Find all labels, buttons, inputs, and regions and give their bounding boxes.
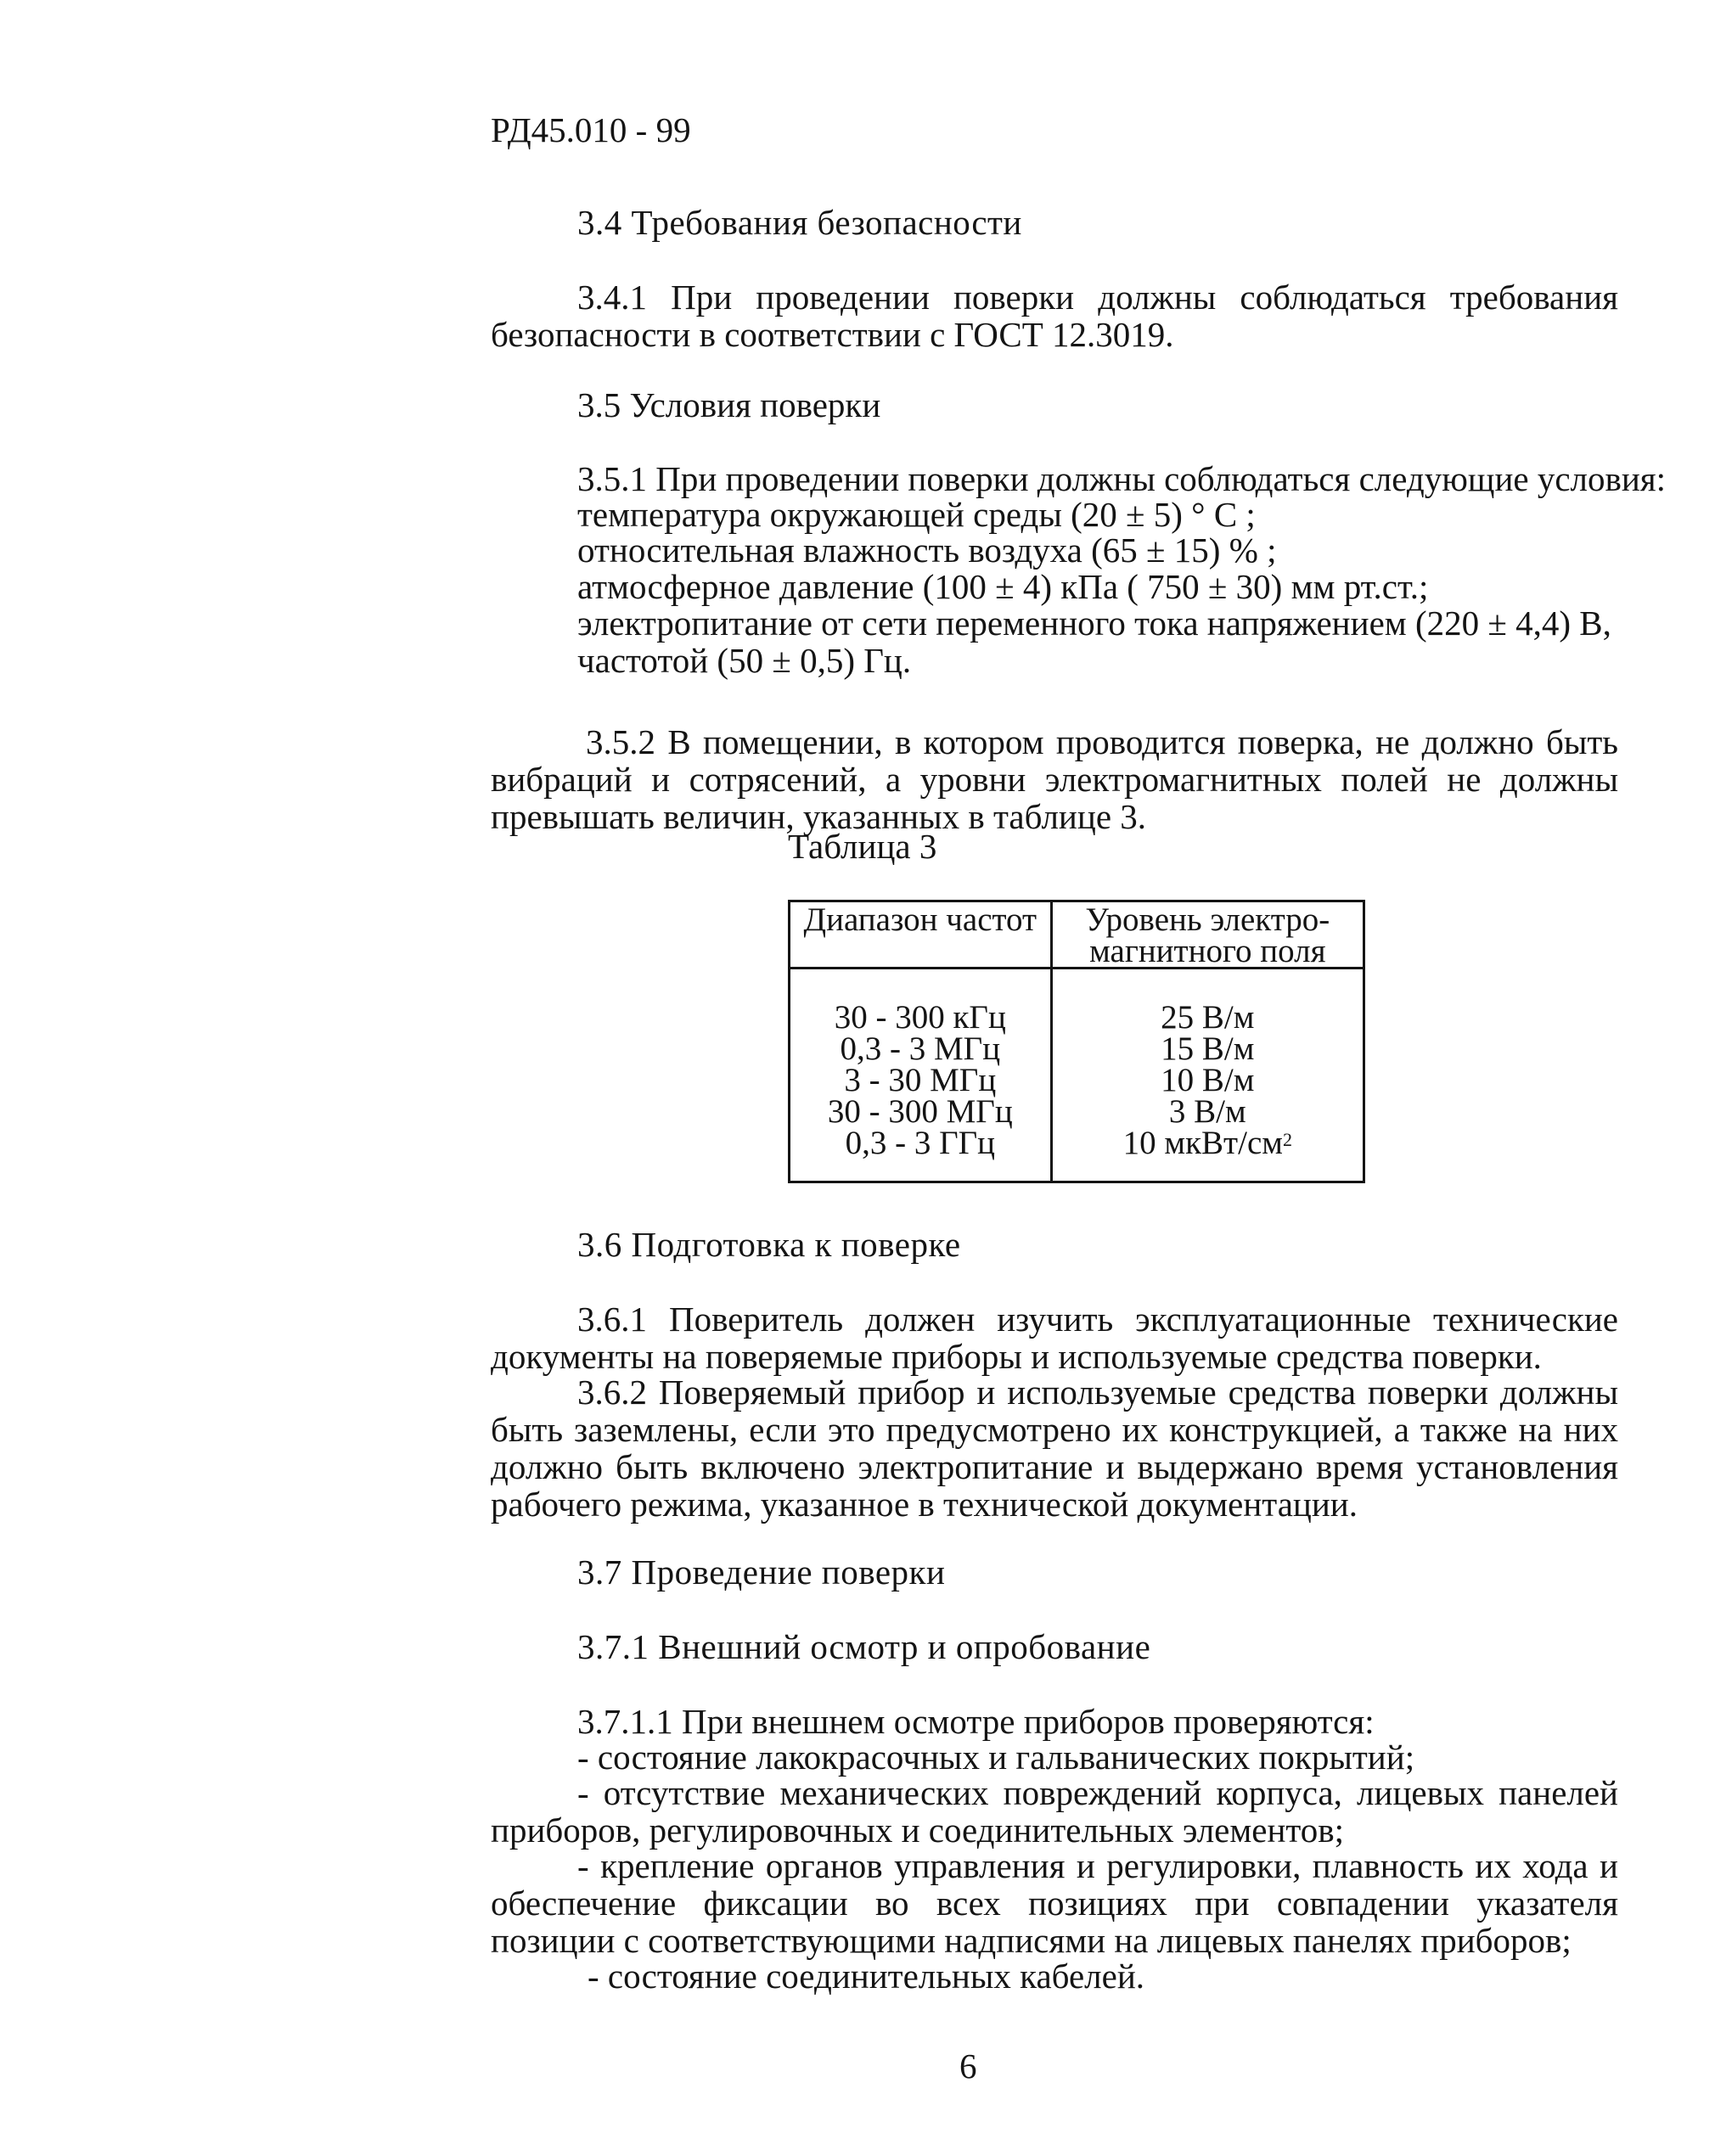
conditions-line: атмосферное давление (100 ± 4) кПа ( 750 ± 30) мм рт.ст.; [577,567,1429,606]
field-level: 10 В/м [1161,1062,1255,1098]
doc-code-header: РД45.010 - 99 [491,110,691,149]
check-list-item: - крепление органов управления и регулировки, плавность их хода и обеспечение фиксации во всех позициях при совпадении указателя позиции с соответствующими надписями на лицевых панелях приборов; [491,1846,1618,1960]
table-row [790,969,1364,1182]
conditions-line: температура окружающей среды (20 ± 5) ° С ; [577,495,1256,534]
section-3-7-title: 3.7 Проведение поверки [577,1552,946,1592]
field-level-cell [1051,969,1364,1182]
conditions-line: относительная влажность воздуха (65 ± 15) % ; [577,531,1277,570]
section-3-6-title: 3.6 Подготовка к поверке [577,1225,961,1264]
section-3-7-1-title: 3.7.1 Внешний осмотр и опробование [577,1627,1151,1666]
header-level-text: Уровень электро- [1085,901,1330,938]
check-list-item: - отсутствие механических повреждений корпуса, лицевых панелей приборов, регулировочных и соединительных элементов; [491,1773,1618,1850]
page-number: 6 [959,2047,977,2086]
conditions-line: электропитание от сети переменного тока напряжением (220 ± 4,4) В, [577,604,1611,643]
check-list-item: - состояние лакокрасочных и гальванических покрытий; [577,1738,1415,1777]
table-caption: Таблица 3 [788,827,937,866]
table-header-cell [790,901,1052,969]
check-list-item: - состояние соединительных кабелей. [588,1957,1145,1996]
paragraph-3-6-1: 3.6.1 Поверитель должен изучить эксплуатационные технические документы на поверяемые приборы и используемые средства поверки. [491,1300,1618,1376]
field-level: 3 В/м [1168,1093,1246,1130]
field-level: 15 В/м [1161,1030,1255,1067]
field-level: 25 В/м [1161,999,1255,1036]
superscript-exponent: 2 [1282,1129,1292,1150]
paragraph-3-5-2: 3.5.2 В помещении, в котором проводится поверка, не должно быть вибраций и сотрясений, а уровни электромагнитных полей не должны превышать величин, указанных в таблице 3. [491,722,1618,836]
table-header-row [790,901,1364,969]
header-level-text: магнитного поля [1089,933,1326,969]
header-range-text: Диапазон частот [803,901,1037,938]
paragraph-3-6-2: 3.6.2 Поверяемый прибор и используемые средства поверки должны быть заземлены, если это предусмотрено их конструкцией, а также на них должно быть включено электропитание и выдержано время установления рабочего режима, указанное в технической документации. [491,1373,1618,1524]
table-header-cell [1051,901,1364,969]
paragraph-3-7-1-1-intro: 3.7.1.1 При внешнем осмотре приборов проверяются: [577,1702,1375,1741]
frequency-table [788,900,1365,1183]
frequency-range: 30 - 300 кГц [834,999,1006,1036]
field-level: 10 мкВт/см [1122,1125,1283,1161]
field-level-last [1053,1127,1363,1159]
frequency-range: 0,3 - 3 МГц [840,1030,1001,1067]
frequency-range-cell [790,969,1052,1182]
frequency-range: 0,3 - 3 ГГц [845,1125,996,1161]
frequency-range: 3 - 30 МГц [844,1062,997,1098]
conditions-line: 3.5.1 При проведении поверки должны соблюдаться следующие условия: [577,459,1667,498]
frequency-range: 30 - 300 МГц [827,1093,1013,1130]
paragraph-3-4-1: 3.4.1 При проведении поверки должны соблюдаться требования безопасности в соответствии с ГОСТ 12.3019. [491,278,1618,354]
section-3-4-title: 3.4 Требования безопасности [577,203,1022,242]
conditions-line: частотой (50 ± 0,5) Гц. [577,641,912,680]
section-3-5-title: 3.5 Условия поверки [577,385,881,424]
